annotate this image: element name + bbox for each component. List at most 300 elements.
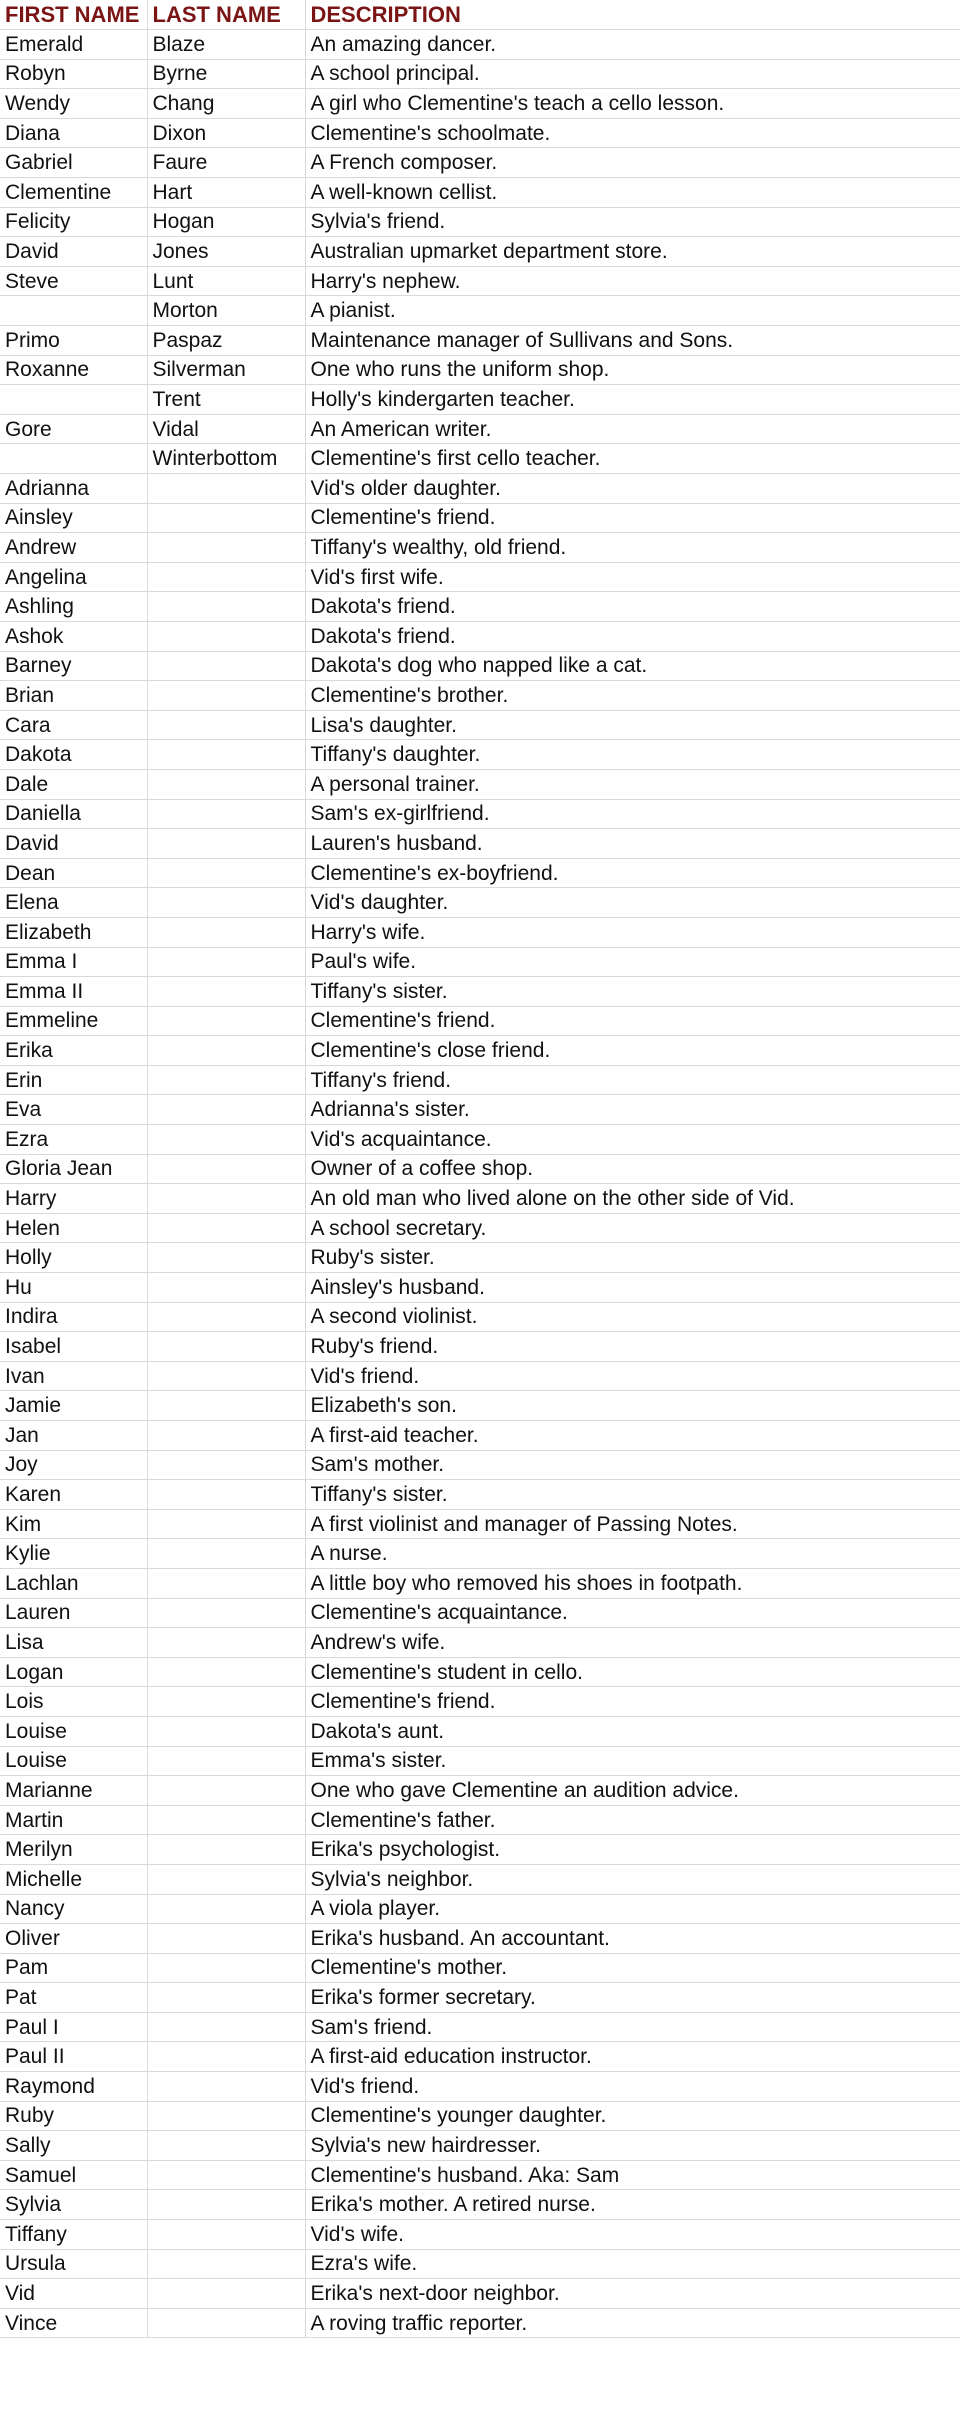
last-name-cell[interactable] [147, 562, 305, 592]
table-row [0, 178, 960, 208]
last-name-cell[interactable] [147, 1628, 305, 1658]
table-row [0, 740, 960, 770]
description-cell[interactable]: Elizabeth's son. [305, 1391, 960, 1421]
description-cell[interactable]: A little boy who removed his shoes in footpath. [305, 1568, 960, 1598]
last-name-cell[interactable] [147, 2190, 305, 2220]
description-cell[interactable]: Lauren's husband. [305, 829, 960, 859]
first-name-cell[interactable]: Elizabeth [0, 917, 147, 947]
first-name-cell[interactable]: Elena [0, 888, 147, 918]
description-cell[interactable]: Vid's wife. [305, 2220, 960, 2250]
last-name-cell[interactable] [147, 1835, 305, 1865]
last-name-cell[interactable]: Dixon [147, 118, 305, 148]
first-name-cell[interactable]: Brian [0, 681, 147, 711]
last-name-cell[interactable] [147, 740, 305, 770]
first-name-cell[interactable]: Felicity [0, 207, 147, 237]
last-name-cell[interactable] [147, 2279, 305, 2309]
table-row [0, 1894, 960, 1924]
description-cell[interactable]: Harry's nephew. [305, 266, 960, 296]
first-name-cell[interactable]: Pat [0, 1983, 147, 2013]
first-name-cell[interactable]: Raymond [0, 2072, 147, 2102]
description-cell[interactable]: Erika's former secretary. [305, 1983, 960, 2013]
description-cell[interactable]: Vid's acquaintance. [305, 1125, 960, 1155]
last-name-cell[interactable] [147, 769, 305, 799]
table-row [0, 355, 960, 385]
last-name-cell[interactable] [147, 621, 305, 651]
first-name-cell[interactable]: Angelina [0, 562, 147, 592]
description-cell[interactable]: An amazing dancer. [305, 30, 960, 60]
first-name-cell[interactable]: Jamie [0, 1391, 147, 1421]
table-row [0, 769, 960, 799]
first-name-cell[interactable]: Dakota [0, 740, 147, 770]
first-name-cell[interactable]: Kylie [0, 1539, 147, 1569]
first-name-cell[interactable]: David [0, 237, 147, 267]
description-cell[interactable]: A personal trainer. [305, 769, 960, 799]
description-cell[interactable]: Tiffany's daughter. [305, 740, 960, 770]
description-cell[interactable]: Erika's psychologist. [305, 1835, 960, 1865]
description-cell[interactable]: A viola player. [305, 1894, 960, 1924]
last-name-cell[interactable] [147, 917, 305, 947]
last-name-cell[interactable]: Faure [147, 148, 305, 178]
table-row [0, 1450, 960, 1480]
table-row [0, 326, 960, 356]
first-name-cell[interactable]: Sally [0, 2131, 147, 2161]
description-cell[interactable]: Australian upmarket department store. [305, 237, 960, 267]
description-cell[interactable]: One who gave Clementine an audition advice. [305, 1776, 960, 1806]
last-name-cell[interactable] [147, 1036, 305, 1066]
first-name-cell[interactable]: Dale [0, 769, 147, 799]
description-cell[interactable]: A girl who Clementine's teach a cello lesson. [305, 89, 960, 119]
first-name-cell[interactable]: Vid [0, 2279, 147, 2309]
first-name-cell[interactable]: Gloria Jean [0, 1154, 147, 1184]
first-name-cell[interactable]: Clementine [0, 178, 147, 208]
first-name-cell[interactable]: Ainsley [0, 503, 147, 533]
first-name-cell[interactable]: Paul I [0, 2012, 147, 2042]
table-row [0, 2042, 960, 2072]
first-name-cell[interactable]: Nancy [0, 1894, 147, 1924]
description-cell[interactable]: Vid's first wife. [305, 562, 960, 592]
last-name-cell[interactable] [147, 1065, 305, 1095]
description-cell[interactable]: Sam's friend. [305, 2012, 960, 2042]
description-cell[interactable]: Vid's daughter. [305, 888, 960, 918]
last-name-cell[interactable] [147, 947, 305, 977]
description-cell[interactable]: A school principal. [305, 59, 960, 89]
header-first-name[interactable]: FIRST NAME [0, 0, 147, 30]
description-cell[interactable]: An old man who lived alone on the other side of Vid. [305, 1184, 960, 1214]
table-row [0, 1391, 960, 1421]
last-name-cell[interactable] [147, 2042, 305, 2072]
last-name-cell[interactable]: Silverman [147, 355, 305, 385]
description-cell[interactable]: Clementine's ex-boyfriend. [305, 858, 960, 888]
first-name-cell[interactable]: Roxanne [0, 355, 147, 385]
description-cell[interactable]: Ainsley's husband. [305, 1273, 960, 1303]
first-name-cell[interactable]: Ivan [0, 1361, 147, 1391]
description-cell[interactable]: Paul's wife. [305, 947, 960, 977]
table-row [0, 1864, 960, 1894]
first-name-cell[interactable]: Kim [0, 1509, 147, 1539]
table-row [0, 1065, 960, 1095]
table-row [0, 2101, 960, 2131]
description-cell[interactable]: A roving traffic reporter. [305, 2308, 960, 2338]
table-row [0, 1361, 960, 1391]
table-row [0, 947, 960, 977]
last-name-cell[interactable] [147, 1805, 305, 1835]
description-cell[interactable]: Ezra's wife. [305, 2249, 960, 2279]
last-name-cell[interactable] [147, 1776, 305, 1806]
table-row [0, 474, 960, 504]
description-cell[interactable]: Clementine's schoolmate. [305, 118, 960, 148]
first-name-cell[interactable]: Samuel [0, 2160, 147, 2190]
first-name-cell[interactable]: Sylvia [0, 2190, 147, 2220]
table-row [0, 858, 960, 888]
last-name-cell[interactable] [147, 1361, 305, 1391]
last-name-cell[interactable] [147, 503, 305, 533]
first-name-cell[interactable]: Robyn [0, 59, 147, 89]
table-row [0, 2160, 960, 2190]
last-name-cell[interactable] [147, 1480, 305, 1510]
first-name-cell[interactable]: Oliver [0, 1924, 147, 1954]
first-name-cell[interactable] [0, 444, 147, 474]
last-name-cell[interactable]: Paspaz [147, 326, 305, 356]
last-name-cell[interactable] [147, 977, 305, 1007]
table-row [0, 1273, 960, 1303]
last-name-cell[interactable] [147, 710, 305, 740]
last-name-cell[interactable] [147, 888, 305, 918]
description-cell[interactable]: Clementine's student in cello. [305, 1657, 960, 1687]
table-row [0, 1095, 960, 1125]
description-cell[interactable]: Tiffany's friend. [305, 1065, 960, 1095]
table-row [0, 2308, 960, 2338]
table-row [0, 710, 960, 740]
description-cell[interactable]: Clementine's father. [305, 1805, 960, 1835]
description-cell[interactable]: Sylvia's new hairdresser. [305, 2131, 960, 2161]
first-name-cell[interactable]: Lauren [0, 1598, 147, 1628]
description-cell[interactable]: A first-aid education instructor. [305, 2042, 960, 2072]
first-name-cell[interactable]: Dean [0, 858, 147, 888]
last-name-cell[interactable] [147, 1154, 305, 1184]
description-cell[interactable]: A well-known cellist. [305, 178, 960, 208]
description-cell[interactable]: Clementine's acquaintance. [305, 1598, 960, 1628]
first-name-cell[interactable]: Logan [0, 1657, 147, 1687]
description-cell[interactable]: A school secretary. [305, 1213, 960, 1243]
description-cell[interactable]: Sam's mother. [305, 1450, 960, 1480]
table-row [0, 1480, 960, 1510]
description-cell[interactable]: A first-aid teacher. [305, 1421, 960, 1451]
description-cell[interactable]: Dakota's aunt. [305, 1716, 960, 1746]
table-row [0, 2072, 960, 2102]
last-name-cell[interactable]: Byrne [147, 59, 305, 89]
last-name-cell[interactable] [147, 1953, 305, 1983]
first-name-cell[interactable]: Hu [0, 1273, 147, 1303]
first-name-cell[interactable]: Daniella [0, 799, 147, 829]
description-cell[interactable]: An American writer. [305, 414, 960, 444]
first-name-cell[interactable]: Erin [0, 1065, 147, 1095]
last-name-cell[interactable] [147, 592, 305, 622]
table-row [0, 1125, 960, 1155]
first-name-cell[interactable]: Harry [0, 1184, 147, 1214]
last-name-cell[interactable] [147, 1924, 305, 1954]
last-name-cell[interactable]: Vidal [147, 414, 305, 444]
first-name-cell[interactable]: Lisa [0, 1628, 147, 1658]
table-row [0, 917, 960, 947]
description-cell[interactable]: Dakota's dog who napped like a cat. [305, 651, 960, 681]
description-cell[interactable]: Clementine's friend. [305, 1687, 960, 1717]
last-name-cell[interactable] [147, 1006, 305, 1036]
description-cell[interactable]: Andrew's wife. [305, 1628, 960, 1658]
description-cell[interactable]: Vid's friend. [305, 1361, 960, 1391]
first-name-cell[interactable]: Ashling [0, 592, 147, 622]
table-row [0, 1006, 960, 1036]
last-name-cell[interactable]: Jones [147, 237, 305, 267]
first-name-cell[interactable]: Ezra [0, 1125, 147, 1155]
table-row [0, 888, 960, 918]
last-name-cell[interactable] [147, 1421, 305, 1451]
first-name-cell[interactable]: Emerald [0, 30, 147, 60]
last-name-cell[interactable] [147, 1243, 305, 1273]
first-name-cell[interactable]: Primo [0, 326, 147, 356]
table-row [0, 2012, 960, 2042]
table-row [0, 444, 960, 474]
table-body [0, 30, 960, 2338]
description-cell[interactable]: Maintenance manager of Sullivans and Sons. [305, 326, 960, 356]
description-cell[interactable]: Clementine's mother. [305, 1953, 960, 1983]
first-name-cell[interactable]: Karen [0, 1480, 147, 1510]
first-name-cell[interactable]: Isabel [0, 1332, 147, 1362]
description-cell[interactable]: Sam's ex-girlfriend. [305, 799, 960, 829]
last-name-cell[interactable] [147, 681, 305, 711]
first-name-cell[interactable]: Emmeline [0, 1006, 147, 1036]
description-cell[interactable]: Clementine's close friend. [305, 1036, 960, 1066]
first-name-cell[interactable]: Lachlan [0, 1568, 147, 1598]
last-name-cell[interactable] [147, 1568, 305, 1598]
description-cell[interactable]: Ruby's sister. [305, 1243, 960, 1273]
table-row [0, 1332, 960, 1362]
first-name-cell[interactable]: Louise [0, 1716, 147, 1746]
table-row [0, 1184, 960, 1214]
header-description[interactable]: DESCRIPTION [305, 0, 960, 30]
last-name-cell[interactable] [147, 1657, 305, 1687]
last-name-cell[interactable] [147, 1864, 305, 1894]
first-name-cell[interactable]: Barney [0, 651, 147, 681]
last-name-cell[interactable] [147, 2220, 305, 2250]
first-name-cell[interactable]: Andrew [0, 533, 147, 563]
table-row [0, 237, 960, 267]
last-name-cell[interactable]: Winterbottom [147, 444, 305, 474]
last-name-cell[interactable] [147, 1687, 305, 1717]
table-row [0, 118, 960, 148]
last-name-cell[interactable] [147, 2308, 305, 2338]
table-row [0, 59, 960, 89]
last-name-cell[interactable] [147, 1450, 305, 1480]
last-name-cell[interactable] [147, 1746, 305, 1776]
first-name-cell[interactable]: Pam [0, 1953, 147, 1983]
first-name-cell[interactable]: Ursula [0, 2249, 147, 2279]
last-name-cell[interactable] [147, 2012, 305, 2042]
last-name-cell[interactable] [147, 858, 305, 888]
description-cell[interactable]: Vid's older daughter. [305, 474, 960, 504]
description-cell[interactable]: A first violinist and manager of Passing Notes. [305, 1509, 960, 1539]
table-row [0, 1687, 960, 1717]
description-cell[interactable]: Adrianna's sister. [305, 1095, 960, 1125]
description-cell[interactable]: One who runs the uniform shop. [305, 355, 960, 385]
description-cell[interactable]: Tiffany's sister. [305, 1480, 960, 1510]
first-name-cell[interactable]: Emma I [0, 947, 147, 977]
first-name-cell[interactable]: Lois [0, 1687, 147, 1717]
last-name-cell[interactable] [147, 1509, 305, 1539]
last-name-cell[interactable] [147, 2249, 305, 2279]
table-row [0, 2249, 960, 2279]
table-row [0, 977, 960, 1007]
description-cell[interactable]: Clementine's brother. [305, 681, 960, 711]
first-name-cell[interactable]: Gabriel [0, 148, 147, 178]
table-row [0, 1716, 960, 1746]
last-name-cell[interactable] [147, 2131, 305, 2161]
description-cell[interactable]: A nurse. [305, 1539, 960, 1569]
first-name-cell[interactable]: Ruby [0, 2101, 147, 2131]
last-name-cell[interactable] [147, 1391, 305, 1421]
last-name-cell[interactable] [147, 474, 305, 504]
last-name-cell[interactable] [147, 1213, 305, 1243]
last-name-cell[interactable]: Blaze [147, 30, 305, 60]
description-cell[interactable]: Sylvia's friend. [305, 207, 960, 237]
last-name-cell[interactable]: Hogan [147, 207, 305, 237]
table-row [0, 1598, 960, 1628]
first-name-cell[interactable]: Holly [0, 1243, 147, 1273]
table-row [0, 681, 960, 711]
last-name-cell[interactable] [147, 829, 305, 859]
table-row [0, 592, 960, 622]
description-cell[interactable]: Clementine's first cello teacher. [305, 444, 960, 474]
table-row [0, 799, 960, 829]
first-name-cell[interactable]: Helen [0, 1213, 147, 1243]
header-last-name[interactable]: LAST NAME [147, 0, 305, 30]
table-row [0, 266, 960, 296]
first-name-cell[interactable]: Diana [0, 118, 147, 148]
first-name-cell[interactable]: Wendy [0, 89, 147, 119]
first-name-cell[interactable]: Adrianna [0, 474, 147, 504]
description-cell[interactable]: A French composer. [305, 148, 960, 178]
table-row [0, 1776, 960, 1806]
first-name-cell[interactable]: Michelle [0, 1864, 147, 1894]
last-name-cell[interactable] [147, 651, 305, 681]
table-row [0, 1746, 960, 1776]
last-name-cell[interactable]: Chang [147, 89, 305, 119]
first-name-cell[interactable]: Merilyn [0, 1835, 147, 1865]
last-name-cell[interactable] [147, 799, 305, 829]
table-row [0, 1835, 960, 1865]
table-row [0, 296, 960, 326]
description-cell[interactable]: Emma's sister. [305, 1746, 960, 1776]
first-name-cell[interactable]: Vince [0, 2308, 147, 2338]
description-cell[interactable]: Lisa's daughter. [305, 710, 960, 740]
table-row [0, 2279, 960, 2309]
first-name-cell[interactable]: Joy [0, 1450, 147, 1480]
description-cell[interactable]: Clementine's friend. [305, 1006, 960, 1036]
last-name-cell[interactable] [147, 1302, 305, 1332]
first-name-cell[interactable]: Eva [0, 1095, 147, 1125]
table-row [0, 562, 960, 592]
table-row [0, 1421, 960, 1451]
first-name-cell[interactable]: Louise [0, 1746, 147, 1776]
first-name-cell[interactable]: Indira [0, 1302, 147, 1332]
description-cell[interactable]: Vid's friend. [305, 2072, 960, 2102]
first-name-cell[interactable]: Ashok [0, 621, 147, 651]
table-row [0, 1302, 960, 1332]
description-cell[interactable]: A pianist. [305, 296, 960, 326]
table-row [0, 1983, 960, 2013]
first-name-cell[interactable] [0, 385, 147, 415]
description-cell[interactable]: Tiffany's sister. [305, 977, 960, 1007]
last-name-cell[interactable] [147, 533, 305, 563]
table-row [0, 1628, 960, 1658]
description-cell[interactable]: Tiffany's wealthy, old friend. [305, 533, 960, 563]
description-cell[interactable]: A second violinist. [305, 1302, 960, 1332]
description-cell[interactable]: Sylvia's neighbor. [305, 1864, 960, 1894]
last-name-cell[interactable]: Lunt [147, 266, 305, 296]
last-name-cell[interactable] [147, 1125, 305, 1155]
first-name-cell[interactable]: Emma II [0, 977, 147, 1007]
last-name-cell[interactable] [147, 1273, 305, 1303]
last-name-cell[interactable] [147, 2101, 305, 2131]
table-row [0, 2220, 960, 2250]
table-row [0, 1568, 960, 1598]
last-name-cell[interactable] [147, 1598, 305, 1628]
last-name-cell[interactable]: Hart [147, 178, 305, 208]
description-cell[interactable]: Clementine's husband. Aka: Sam [305, 2160, 960, 2190]
description-cell[interactable]: Dakota's friend. [305, 621, 960, 651]
last-name-cell[interactable] [147, 1332, 305, 1362]
first-name-cell[interactable] [0, 296, 147, 326]
description-cell[interactable]: Dakota's friend. [305, 592, 960, 622]
first-name-cell[interactable]: Erika [0, 1036, 147, 1066]
last-name-cell[interactable] [147, 1983, 305, 2013]
description-cell[interactable]: Owner of a coffee shop. [305, 1154, 960, 1184]
table-row [0, 829, 960, 859]
first-name-cell[interactable]: Martin [0, 1805, 147, 1835]
table-row [0, 1924, 960, 1954]
description-cell[interactable]: Harry's wife. [305, 917, 960, 947]
first-name-cell[interactable]: Tiffany [0, 2220, 147, 2250]
first-name-cell[interactable]: Gore [0, 414, 147, 444]
description-cell[interactable]: Clementine's younger daughter. [305, 2101, 960, 2131]
description-cell[interactable]: Ruby's friend. [305, 1332, 960, 1362]
table-row [0, 30, 960, 60]
last-name-cell[interactable] [147, 1894, 305, 1924]
first-name-cell[interactable]: Paul II [0, 2042, 147, 2072]
table-row [0, 1154, 960, 1184]
description-cell[interactable]: Erika's husband. An accountant. [305, 1924, 960, 1954]
table-row [0, 2190, 960, 2220]
first-name-cell[interactable]: David [0, 829, 147, 859]
description-cell[interactable]: Clementine's friend. [305, 503, 960, 533]
last-name-cell[interactable] [147, 1539, 305, 1569]
last-name-cell[interactable] [147, 1095, 305, 1125]
description-cell[interactable]: Holly's kindergarten teacher. [305, 385, 960, 415]
last-name-cell[interactable] [147, 1716, 305, 1746]
first-name-cell[interactable]: Cara [0, 710, 147, 740]
last-name-cell[interactable] [147, 1184, 305, 1214]
last-name-cell[interactable] [147, 2160, 305, 2190]
first-name-cell[interactable]: Jan [0, 1421, 147, 1451]
description-cell[interactable]: Erika's mother. A retired nurse. [305, 2190, 960, 2220]
last-name-cell[interactable]: Trent [147, 385, 305, 415]
description-cell[interactable]: Erika's next-door neighbor. [305, 2279, 960, 2309]
last-name-cell[interactable] [147, 2072, 305, 2102]
header-row [0, 0, 960, 30]
first-name-cell[interactable]: Marianne [0, 1776, 147, 1806]
last-name-cell[interactable]: Morton [147, 296, 305, 326]
table-row [0, 1657, 960, 1687]
first-name-cell[interactable]: Steve [0, 266, 147, 296]
